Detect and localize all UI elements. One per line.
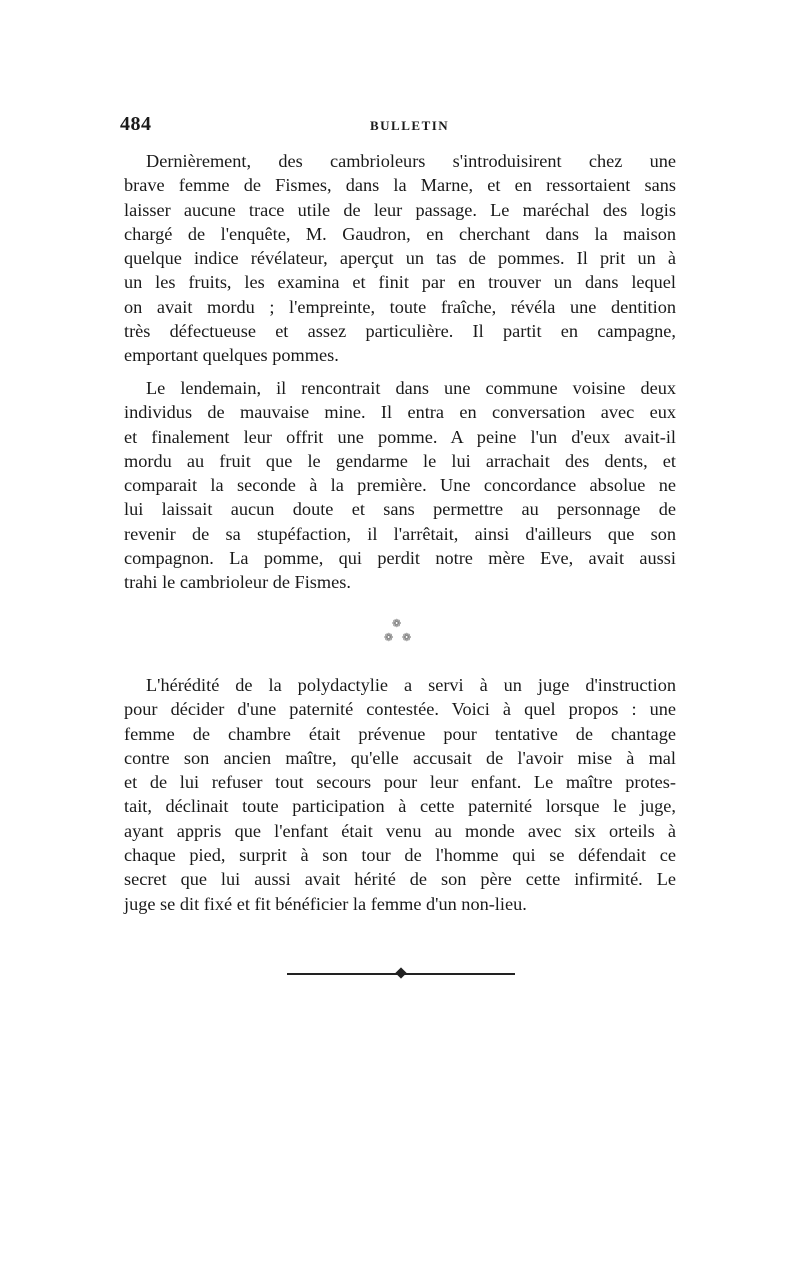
text-line: pour décider d'une paternité contestée. Voici à quel propos : une (124, 699, 676, 720)
text-line: très défectueuse et assez particulière. Il partit en campagne, (124, 321, 676, 342)
end-ornament-rule (287, 967, 515, 981)
text-line: juge se dit fixé et fit bénéficier la femme d'un non-lieu. (124, 893, 527, 914)
text-line: brave femme de Fismes, dans la Marne, et en ressortaient sans (124, 175, 676, 196)
text-line: et finalement leur offrit une pomme. A peine l'un d'eux avait-il (124, 426, 676, 447)
text-line: quelque indice révélateur, aperçut un tas de pommes. Il prit un à (124, 248, 676, 269)
text-line: laisser aucune trace utile de leur passage. Le maréchal des logis (124, 199, 676, 220)
paragraph-burglars-fismes (124, 149, 676, 368)
page-number: 484 (120, 113, 152, 135)
text-line: contre son ancien maître, qu'elle accusait de l'avoir mise à mal (124, 747, 676, 768)
text-line: Le lendemain, il rencontrait dans une commune voisine deux (146, 378, 676, 398)
text-line: L'hérédité de la polydactylie a servi à un juge d'instruction (146, 675, 676, 695)
asterism-glyph: ❁ (392, 618, 402, 630)
text-line: Dernièrement, des cambrioleurs s'introduisirent chez une (146, 151, 676, 171)
text-line: chargé de l'enquête, M. Gaudron, en cherchant dans la maison (124, 223, 676, 244)
text-line: tait, déclinait toute participation à cette paternité lorsque le juge, (124, 796, 676, 817)
text-line: trahi le cambrioleur de Fismes. (124, 572, 351, 593)
text-line: compagnon. La pomme, qui perdit notre mère Eve, avait aussi (124, 548, 676, 569)
asterism-glyph: ❁ (384, 632, 394, 644)
text-line: on avait mordu ; l'empreinte, toute fraîche, révéla une dentition (124, 296, 676, 317)
asterism-separator (380, 617, 420, 653)
text-line: chaque pied, surprit à son tour de l'homme qui se défendait ce (124, 845, 676, 866)
paragraph-arrest (124, 376, 676, 595)
text-line: lui laissait aucun doute et sans permettre au personnage de (124, 499, 676, 520)
text-line: individus de mauvaise mine. Il entra en conversation avec eux (124, 402, 676, 423)
text-line: revenir de sa stupéfaction, il l'arrêtait, ainsi d'ailleurs que son (124, 523, 676, 544)
diamond-ornament-icon (395, 967, 406, 978)
text-line: un les fruits, les examina et finit par en trouver un dans lequel (124, 272, 676, 293)
running-head: BULLETIN (370, 118, 450, 133)
text-line: et de lui refuser tout secours pour leur enfant. Le maître protes- (124, 772, 676, 793)
text-line: ayant appris que l'enfant était venu au monde avec six orteils à (124, 820, 676, 841)
text-line: mordu au fruit que le gendarme le lui arrachait des dents, et (124, 450, 676, 471)
paragraph-polydactyly (124, 673, 676, 916)
page-header (120, 113, 680, 143)
text-line: secret que lui aussi avait hérité de son père cette infirmité. Le (124, 869, 676, 890)
text-line: comparait la seconde à la première. Une concordance absolue ne (124, 475, 676, 496)
text-line: emportant quelques pommes. (124, 345, 339, 366)
text-line: femme de chambre était prévenue pour tentative de chantage (124, 723, 676, 744)
asterism-glyph: ❁ (402, 632, 412, 644)
